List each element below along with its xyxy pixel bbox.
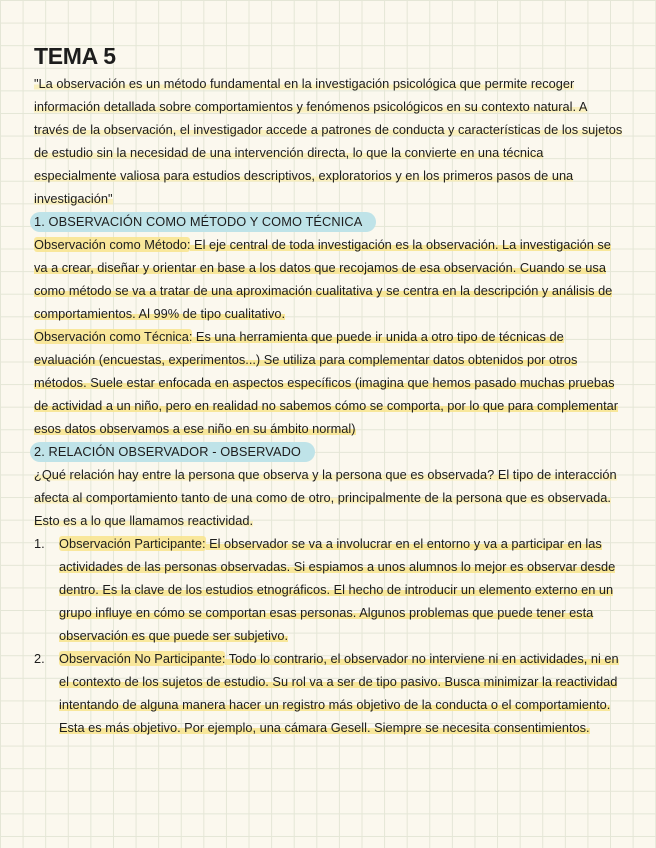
tecnica-paragraph (34, 325, 624, 440)
metodo-text: El eje central de toda investigación es la observación. La investigación se va a crear, diseñar y orientar en base a los datos que recojamos de esa observación. Cuando se usa como método se va a tratar de una aproximación cualitativa y se centra en la descripción y análisis de comportamientos. Al 99% de tipo cualitativo. (34, 237, 613, 321)
section-2-heading-row (34, 440, 624, 463)
metodo-term: Observación como Método: (34, 237, 191, 252)
section-2-intro-text: ¿Qué relación hay entre la persona que observa y la persona que es observada? El tipo de interacción afecta al comportamiento tanto de una como de otro, principalmente de la persona que es observada. Esto es a lo que llamamos reactividad. (34, 467, 617, 528)
list-item-number: 1. (34, 536, 45, 551)
page-title: TEMA 5 (34, 43, 116, 69)
participante-term: Observación Participante: (59, 536, 206, 551)
list-item-number: 2. (34, 651, 45, 666)
observation-types-list (34, 532, 624, 739)
section-1-heading: 1. OBSERVACIÓN COMO MÉTODO Y COMO TÉCNICA (30, 212, 376, 232)
metodo-paragraph (34, 233, 624, 325)
note-page (34, 42, 624, 739)
tecnica-text: Es una herramienta que puede ir unida a otro tipo de técnicas de evaluación (encuestas, experimentos...) Se utiliza para complementar datos obtenidos por otros métodos. Suele estar enfocada en aspectos específicos (imagina que hemos pasado muchas pruebas de actividad a un niño, pero en realidad no sabemos cómo se comporta, por lo que para complementar esos datos observamos a ese niño en su ámbito normal) (34, 329, 619, 436)
list-item (34, 647, 624, 739)
list-item (34, 532, 624, 647)
intro-quote (34, 72, 624, 210)
section-2-intro (34, 463, 624, 532)
participante-text: El observador se va a involucrar en el entorno y va a participar en las actividades de las personas observadas. Si espiamos a unos alumnos lo mejor es observar desde dentro. Es la clave de los estudios etnográficos. El hecho de introducir un elemento externo en un grupo influye en cómo se comportan esas personas. Algunos problemas que puede tener esta observación es que puede ser subjetivo. (59, 536, 616, 643)
list-item-text (59, 532, 624, 647)
no-participante-text: Todo lo contrario, el observador no interviene ni en actividades, ni en el contexto de los sujetos de estudio. Su rol va a ser de tipo pasivo. Busca minimizar la reactividad intentando de alguna manera hacer un registro más objetivo de la conducta o el comportamiento. Esta es más objetivo. Por ejemplo, una cámara Gesell. Siempre se necesita consentimientos. (59, 651, 619, 735)
list-item-text (59, 647, 624, 739)
intro-quote-text: "La observación es un método fundamental en la investigación psicológica que permite recoger información detallada sobre comportamientos y fenómenos psicológicos en su contexto natural. A través de la observación, el investigador accede a patrones de conducta y características de los sujetos de estudio sin la necesidad de una intervención directa, lo que la convierte en una técnica especialmente valiosa para estudios descriptivos, exploratorios y en los primeros pasos de una investigación" (34, 76, 623, 206)
section-1-heading-row (34, 210, 624, 233)
section-2-heading: 2. RELACIÓN OBSERVADOR - OBSERVADO (30, 442, 315, 462)
no-participante-term: Observación No Participante: (59, 651, 226, 666)
tecnica-term: Observación como Técnica: (34, 329, 193, 344)
